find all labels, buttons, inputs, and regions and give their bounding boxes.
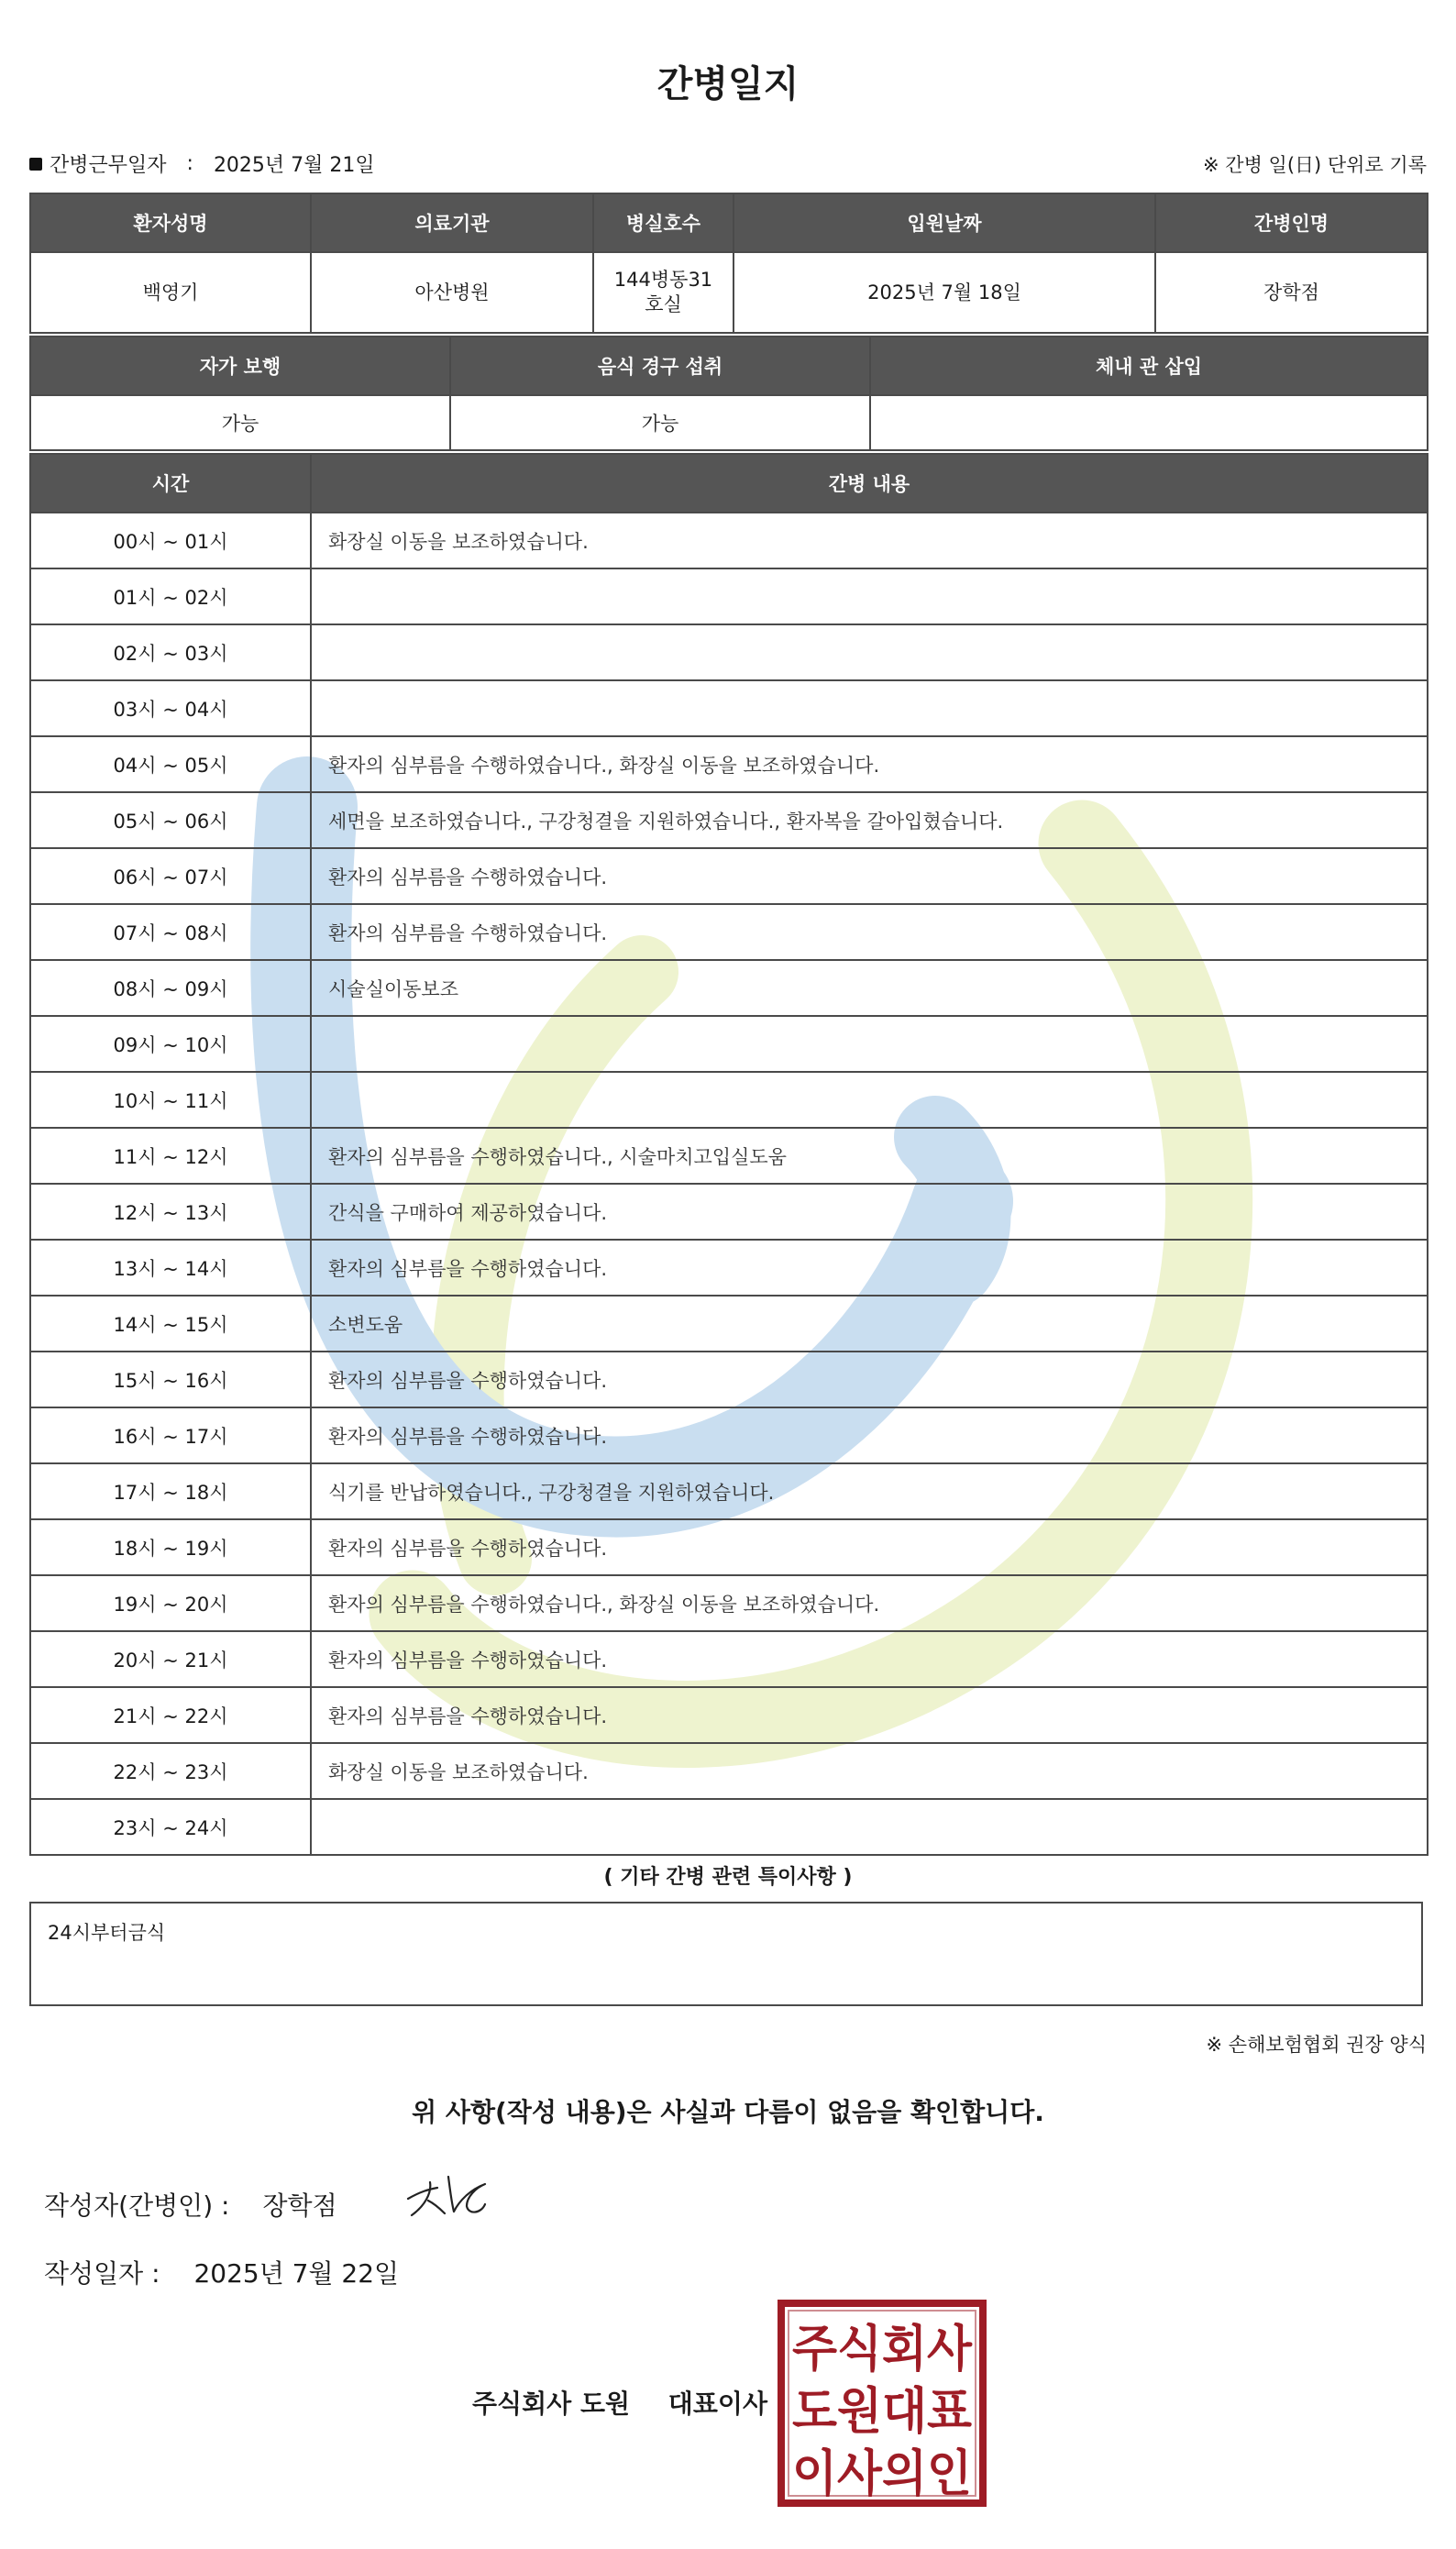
log-note: 환자의 심부름을 수행하였습니다., 화장실 이동을 보조하였습니다.: [311, 1575, 1428, 1631]
writer-row: [44, 2186, 337, 2223]
room-line-1: 144병동31: [613, 269, 713, 291]
log-note: 간식을 구매하여 제공하였습니다.: [311, 1184, 1428, 1240]
log-row: [30, 1743, 1428, 1799]
log-note: [311, 624, 1428, 680]
log-row: [30, 848, 1428, 904]
log-row: [30, 1184, 1428, 1240]
log-note: 환자의 심부름을 수행하였습니다.: [311, 848, 1428, 904]
oral-intake-value: 가능: [450, 395, 870, 450]
log-time: 21시 ~ 22시: [30, 1687, 311, 1743]
log-time: 00시 ~ 01시: [30, 513, 311, 568]
company-name: 주식회사 도원: [472, 2389, 631, 2419]
log-row: [30, 904, 1428, 960]
log-note: [311, 1799, 1428, 1855]
log-row: [30, 792, 1428, 848]
hospital-name: 아산병원: [311, 252, 593, 333]
log-note: 환자의 심부름을 수행하였습니다.: [311, 1519, 1428, 1575]
patient-info-table: [29, 193, 1428, 334]
write-date-label: 작성일자 :: [44, 2258, 160, 2289]
log-row: [30, 568, 1428, 624]
log-note: 환자의 심부름을 수행하였습니다.: [311, 1352, 1428, 1407]
log-row: [30, 680, 1428, 736]
bullet-square-icon: [29, 158, 42, 171]
record-unit-note: ※ 간병 일(日) 단위로 기록: [1203, 154, 1427, 176]
ceo-title: 대표이사: [667, 2389, 767, 2419]
log-row: [30, 1352, 1428, 1407]
log-note: 환자의 심부름을 수행하였습니다., 시술마치고입실도움: [311, 1128, 1428, 1184]
log-row: [30, 1631, 1428, 1687]
header-caregiver: 간병인명: [1155, 193, 1428, 252]
company-signature-line: [472, 2384, 767, 2421]
log-row: [30, 1016, 1428, 1072]
care-log-table: [29, 453, 1428, 1856]
writer-label: 작성자(간병인) :: [44, 2190, 230, 2221]
log-time: 06시 ~ 07시: [30, 848, 311, 904]
admit-date: 2025년 7월 18일: [734, 252, 1155, 333]
log-time: 04시 ~ 05시: [30, 736, 311, 792]
log-row: [30, 1799, 1428, 1855]
header-time: 시간: [30, 454, 311, 513]
log-time: 16시 ~ 17시: [30, 1407, 311, 1463]
caregiver-name: 장학점: [1155, 252, 1428, 333]
log-note: 화장실 이동을 보조하였습니다.: [311, 1743, 1428, 1799]
patient-status-table: [29, 336, 1428, 451]
log-row: [30, 736, 1428, 792]
log-time: 17시 ~ 18시: [30, 1463, 311, 1519]
header-admit-date: 입원날짜: [734, 193, 1155, 252]
log-note: 환자의 심부름을 수행하였습니다.: [311, 1407, 1428, 1463]
log-row: [30, 1463, 1428, 1519]
header-patient-name: 환자성명: [30, 193, 311, 252]
svg-text:도원대표: 도원대표: [792, 2382, 972, 2440]
log-time: 01시 ~ 02시: [30, 568, 311, 624]
log-note: 환자의 심부름을 수행하였습니다., 화장실 이동을 보조하였습니다.: [311, 736, 1428, 792]
log-time: 19시 ~ 20시: [30, 1575, 311, 1631]
log-note: 시술실이동보조: [311, 960, 1428, 1016]
log-note: [311, 680, 1428, 736]
log-row: [30, 1407, 1428, 1463]
log-row: [30, 624, 1428, 680]
log-time: 20시 ~ 21시: [30, 1631, 311, 1687]
log-time: 15시 ~ 16시: [30, 1352, 311, 1407]
log-row: [30, 1687, 1428, 1743]
log-note: 환자의 심부름을 수행하였습니다.: [311, 904, 1428, 960]
log-time: 08시 ~ 09시: [30, 960, 311, 1016]
room-line-2: 호실: [645, 293, 682, 315]
log-note: 화장실 이동을 보조하였습니다.: [311, 513, 1428, 568]
log-row: [30, 1128, 1428, 1184]
work-date-row: [29, 149, 375, 178]
self-walking-value: 가능: [30, 395, 450, 450]
log-note: [311, 568, 1428, 624]
write-date-row: [44, 2254, 399, 2290]
work-date-label: 간병근무일자: [50, 154, 167, 177]
log-row: [30, 1519, 1428, 1575]
svg-text:이사의인: 이사의인: [792, 2444, 972, 2502]
writer-name: 장학점: [262, 2190, 337, 2221]
header-care-content: 간병 내용: [311, 454, 1428, 513]
work-date-separator: :: [186, 152, 193, 175]
log-time: 18시 ~ 19시: [30, 1519, 311, 1575]
log-note: 환자의 심부름을 수행하였습니다.: [311, 1240, 1428, 1296]
log-time: 14시 ~ 15시: [30, 1296, 311, 1352]
header-self-walking: 자가 보행: [30, 337, 450, 395]
svg-text:주식회사: 주식회사: [792, 2320, 973, 2378]
log-note: 식기를 반납하였습니다., 구강청결을 지원하였습니다.: [311, 1463, 1428, 1519]
handwritten-signature: [401, 2164, 502, 2228]
room-number: [593, 252, 734, 333]
header-oral-intake: 음식 경구 섭취: [450, 337, 870, 395]
other-notes-title: ( 기타 간병 관련 특이사항 ): [603, 1866, 853, 1889]
other-notes-box: 24시부터금식: [29, 1902, 1423, 2006]
log-note: 환자의 심부름을 수행하였습니다.: [311, 1687, 1428, 1743]
log-row: [30, 1575, 1428, 1631]
log-row: [30, 1240, 1428, 1296]
form-source-note: ※ 손해보험협회 권장 양식: [1206, 2034, 1427, 2056]
log-row: [30, 960, 1428, 1016]
header-hospital: 의료기관: [311, 193, 593, 252]
log-note: [311, 1072, 1428, 1128]
tube-insertion-value: [870, 395, 1428, 450]
log-time: 23시 ~ 24시: [30, 1799, 311, 1855]
log-time: 09시 ~ 10시: [30, 1016, 311, 1072]
work-date-value: 2025년 7월 21일: [213, 154, 375, 177]
log-row: [30, 513, 1428, 568]
log-note: 세면을 보조하였습니다., 구강청결을 지원하였습니다., 환자복을 갈아입혔습니다.: [311, 792, 1428, 848]
header-room: 병실호수: [593, 193, 734, 252]
confirmation-statement: 위 사항(작성 내용)은 사실과 다름이 없음을 확인합니다.: [412, 2097, 1044, 2127]
page-title: 간병일지: [656, 63, 800, 105]
log-time: 11시 ~ 12시: [30, 1128, 311, 1184]
header-tube-insertion: 체내 관 삽입: [870, 337, 1428, 395]
write-date-value: 2025년 7월 22일: [193, 2258, 400, 2289]
log-time: 12시 ~ 13시: [30, 1184, 311, 1240]
log-note: 소변도움: [311, 1296, 1428, 1352]
log-time: 10시 ~ 11시: [30, 1072, 311, 1128]
log-note: [311, 1016, 1428, 1072]
log-time: 02시 ~ 03시: [30, 624, 311, 680]
log-row: [30, 1072, 1428, 1128]
log-time: 22시 ~ 23시: [30, 1743, 311, 1799]
log-time: 13시 ~ 14시: [30, 1240, 311, 1296]
log-note: 환자의 심부름을 수행하였습니다.: [311, 1631, 1428, 1687]
log-time: 03시 ~ 04시: [30, 680, 311, 736]
log-time: 07시 ~ 08시: [30, 904, 311, 960]
log-time: 05시 ~ 06시: [30, 792, 311, 848]
log-row: [30, 1296, 1428, 1352]
company-seal-stamp: [778, 2300, 987, 2507]
patient-name: 백영기: [30, 252, 311, 333]
